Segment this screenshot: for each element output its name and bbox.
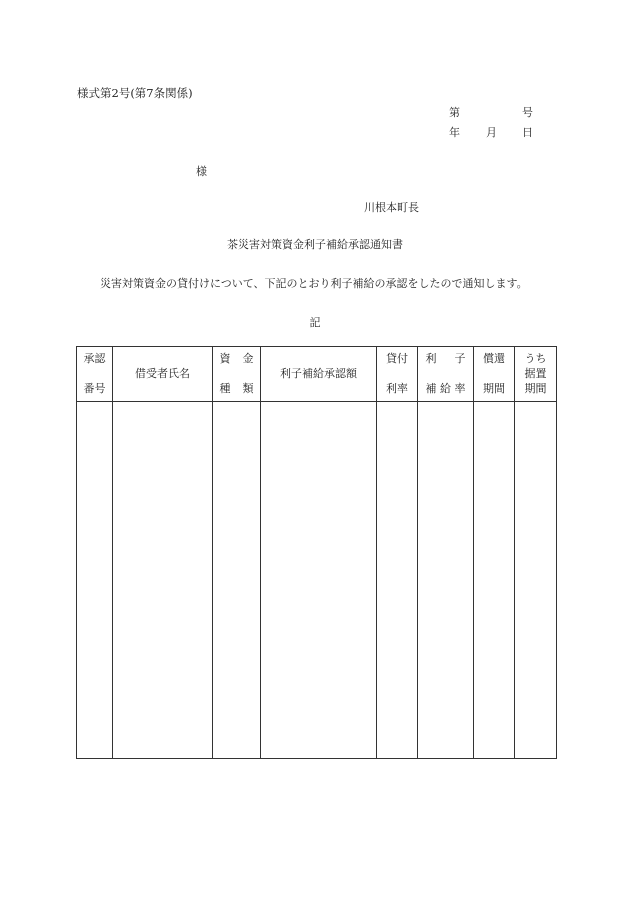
borrower-name-label: 借受者氏名 <box>135 367 190 380</box>
sender-name: 川根本町長 <box>364 201 419 214</box>
cell-repayment-period[interactable] <box>474 402 515 759</box>
approval-table <box>76 346 557 759</box>
body-paragraph: 災害対策資金の貸付けについて、下記のとおり利子補給の承認をしたので通知します。 <box>100 277 528 290</box>
addressee-honorific: 様 <box>196 165 207 178</box>
subsidy-rate-char-3: 補 <box>425 382 437 395</box>
approval-number-line1: 承認 <box>83 352 106 365</box>
date-month-label: 月 <box>486 126 497 139</box>
repayment-period-line1: 償還 <box>483 352 505 365</box>
header-grace-period <box>515 347 557 402</box>
subsidy-amount-label: 利子補給承認額 <box>280 367 357 380</box>
date-year-label: 年 <box>449 126 460 139</box>
header-borrower-name <box>113 347 213 402</box>
repayment-period-line2: 期間 <box>483 382 505 395</box>
loan-rate-line2: 利率 <box>386 382 408 395</box>
loan-rate-line1: 貸付 <box>386 352 408 365</box>
header-fund-type <box>213 347 261 402</box>
date-day-label: 日 <box>522 126 533 139</box>
subsidy-rate-char-1: 利 <box>425 352 437 365</box>
cell-subsidy-rate[interactable] <box>418 402 474 759</box>
grace-period-line3: 期間 <box>524 382 547 395</box>
header-approval-number <box>77 347 113 402</box>
ki-heading: 記 <box>309 316 321 329</box>
header-repayment-period <box>474 347 515 402</box>
table-header-row <box>77 347 557 402</box>
subsidy-rate-char-5: 率 <box>454 382 466 395</box>
cell-borrower-name[interactable] <box>113 402 213 759</box>
cell-fund-type[interactable] <box>213 402 261 759</box>
cell-approval-number[interactable] <box>77 402 113 759</box>
fund-type-char-4: 類 <box>242 382 254 395</box>
document-number-prefix: 第 <box>449 106 460 119</box>
cell-loan-rate[interactable] <box>377 402 418 759</box>
cell-subsidy-amount[interactable] <box>261 402 377 759</box>
header-subsidy-amount <box>261 347 377 402</box>
subsidy-rate-char-4: 給 <box>440 382 451 395</box>
fund-type-char-1: 資 <box>219 352 231 365</box>
header-loan-rate <box>377 347 418 402</box>
fund-type-char-3: 種 <box>219 382 231 395</box>
document-number-suffix: 号 <box>522 106 533 119</box>
approval-number-line2: 番号 <box>83 382 106 395</box>
table-body-row <box>77 402 557 759</box>
document-title: 茶災害対策資金利子補給承認通知書 <box>227 238 403 251</box>
grace-period-line1: うち <box>524 352 547 365</box>
cell-grace-period[interactable] <box>515 402 557 759</box>
grace-period-line2: 据置 <box>524 367 547 380</box>
subsidy-rate-char-2: 子 <box>454 352 466 365</box>
header-subsidy-rate <box>418 347 474 402</box>
fund-type-char-2: 金 <box>242 352 254 365</box>
form-number: 様式第2号(第7条関係) <box>77 86 193 100</box>
